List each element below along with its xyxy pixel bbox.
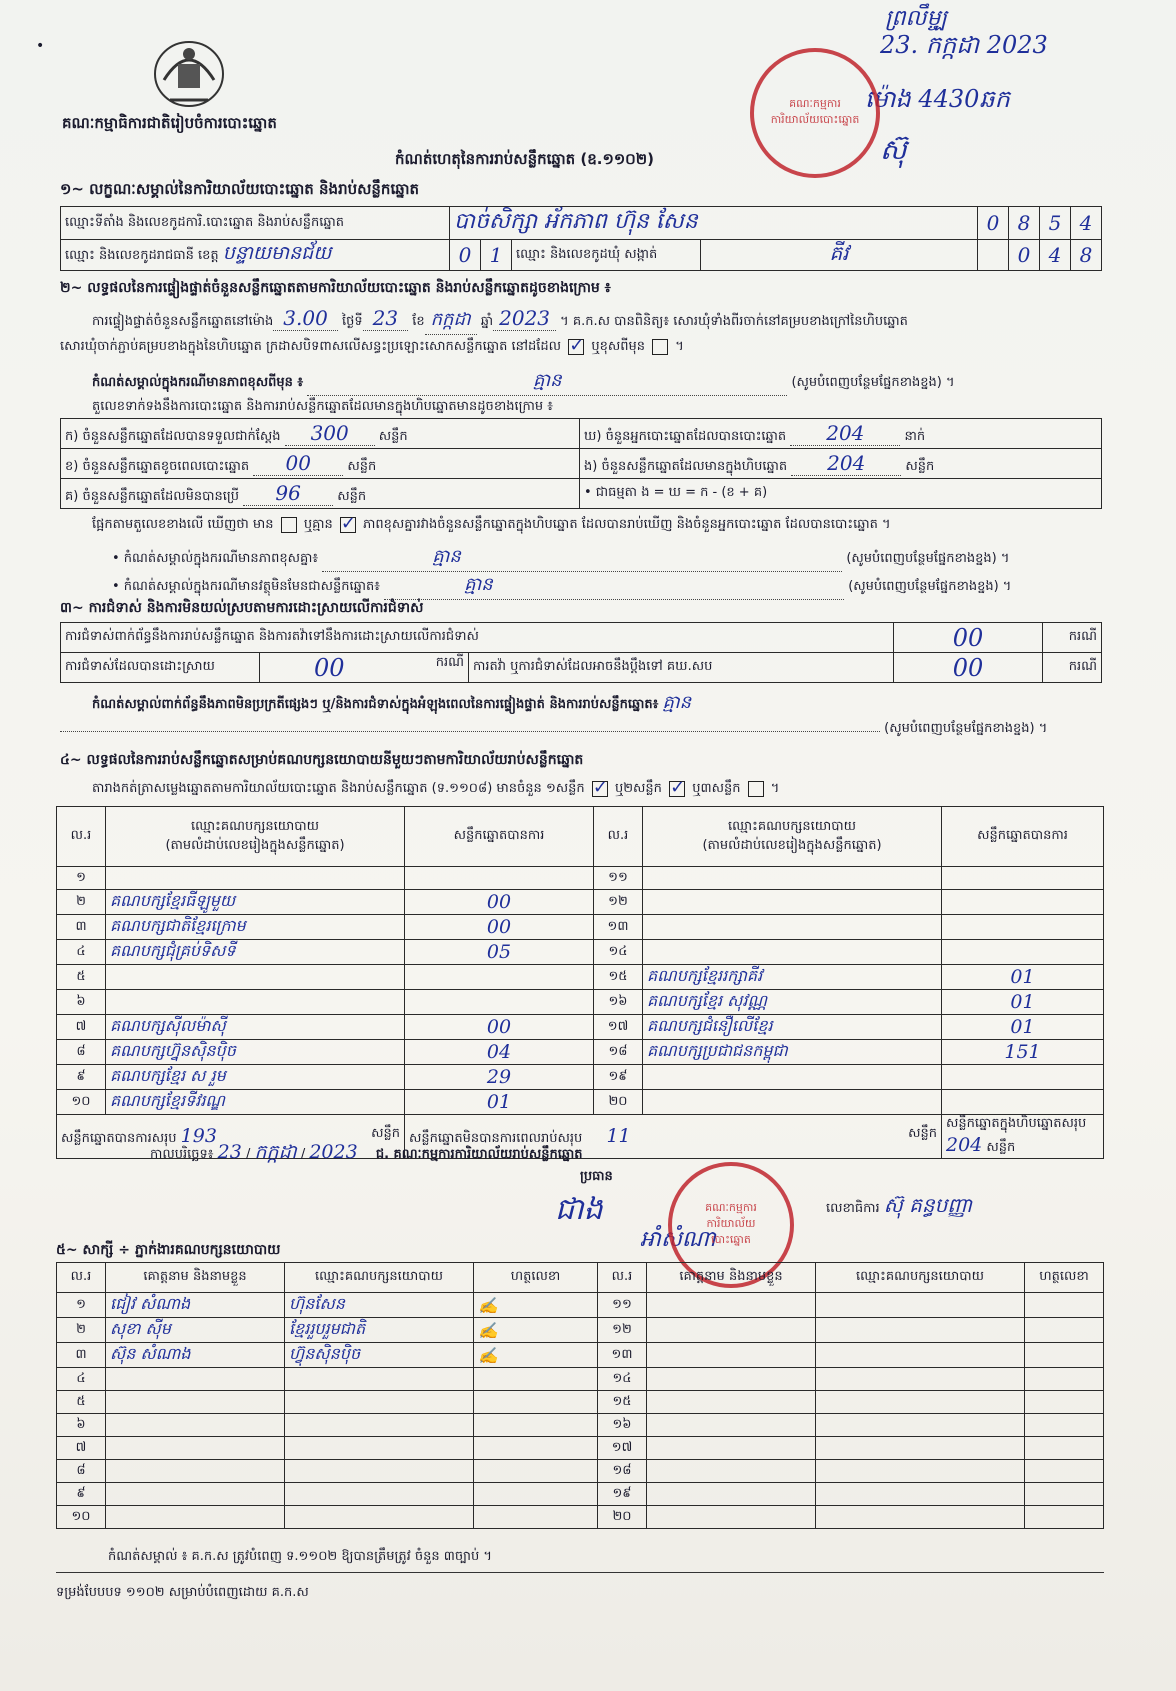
witness-name: ជៀវ សំណាង <box>106 1293 285 1318</box>
party-votes: 151 <box>942 1040 1104 1065</box>
witness-no: ១៤ <box>598 1368 647 1391</box>
witness-party <box>816 1437 1025 1460</box>
s1-code-digit-1: 0 <box>978 207 1009 240</box>
witness-party <box>285 1483 474 1506</box>
s2-intro: តួលេខទាក់ទងនឹងការបោះឆ្នោត និងការរាប់សន្លឹកឆ្នោតដែលមានក្នុងហិបឆ្នោតមានដូចខាងក្រោម ៖ <box>92 399 553 414</box>
witness-party <box>816 1414 1025 1437</box>
table-row <box>57 1414 1104 1437</box>
party-name <box>106 867 405 890</box>
witness-name <box>647 1506 816 1529</box>
official-stamp-top: គណៈកម្មការការិយាល័យបោះឆ្នោត <box>750 48 880 178</box>
party-no: ៨ <box>57 1040 106 1065</box>
s3-table: ការជំទាស់ពាក់ព័ន្ធនឹងការរាប់សន្លឹកឆ្នោត និងការតវ៉ាទៅនឹងការដោះស្រាយលើការជំទាស់ 00 ករណី ការជំទាស់ដែលបានដោះស្រាយ 00 ករណី ការតវ៉ា ឬការជំទាស់ដែលអាចនឹងប្តឹងទៅ គឃ.សប 00 ករណី <box>60 622 1102 683</box>
witness-signature <box>474 1391 598 1414</box>
table-row <box>57 1506 1104 1529</box>
witness-name: សុខា ស៊ីម <box>106 1318 285 1343</box>
witness-no: ១៩ <box>598 1483 647 1506</box>
s2-unused-value: 96 <box>243 481 333 506</box>
secretary-line: លេខាធិការ ស៊ុ គន្ធបញ្ញា <box>826 1193 973 1217</box>
party-name <box>643 867 942 890</box>
witness-party <box>285 1368 474 1391</box>
party-votes: 01 <box>405 1090 594 1115</box>
s1-commune-digit-1: 0 <box>1009 240 1040 271</box>
page-dot: • <box>36 38 45 54</box>
witness-signature <box>474 1460 598 1483</box>
party-votes: 05 <box>405 940 594 965</box>
witness-name <box>647 1460 816 1483</box>
witness-name <box>647 1318 816 1343</box>
table-row <box>57 1437 1104 1460</box>
party-votes: 01 <box>942 1015 1104 1040</box>
chair-label: ប្រធាន <box>580 1169 613 1184</box>
s5-witness-table: ល.រ គោត្តនាម និងនាមខ្លួន ឈ្មោះគណបក្សនយោបាយ ហត្ថលេខា ល.រ គោត្តនាម និងនាមខ្លួន ឈ្មោះគណបក្សនយោបាយ ហត្ថលេខា ១ ជៀវ សំណាង ហ៊ុនសែន ✍ ១១ ២ សុខា ស៊ីម ខ្មែររួបរួមជាតិ ✍ ១២ ៣ ស៊ុន សំណាង ហ៊្វុនស៊ិនប៉ិច ✍ ១៣ ៤ ១៤ ៥ ១៥ ៦ ១៦ ៧ ១៧ ៨ ១៨ ៩ ១៩ ១០ ២០ <box>56 1262 1104 1529</box>
s2-note1-value: គ្មាន <box>533 370 562 391</box>
party-no: ១០ <box>57 1090 106 1115</box>
party-name: គណបក្សជំនឿលើខ្មែរ <box>643 1015 942 1040</box>
witness-signature <box>1025 1343 1104 1368</box>
party-votes <box>942 915 1104 940</box>
section5-title: ៥~ សាក្សី ÷ ភ្នាក់ងារគណបក្សនយោបាយ <box>56 1242 281 1258</box>
witness-no: ៨ <box>57 1460 106 1483</box>
section4-title: ៤~ លទ្ធផលនៃការរាប់សន្លឹកឆ្នោតសម្រាប់គណបក្សនយោបាយនីមួយៗតាមការិយាល័យរាប់សន្លឹកឆ្នោត <box>60 752 584 768</box>
witness-signature <box>1025 1483 1104 1506</box>
s1-commune-digit-2: 4 <box>1040 240 1071 271</box>
party-no: ១៨ <box>594 1040 643 1065</box>
party-no: ១៩ <box>594 1065 643 1090</box>
witness-party <box>816 1460 1025 1483</box>
witness-no: ៤ <box>57 1368 106 1391</box>
witness-party <box>285 1506 474 1529</box>
party-no: ២០ <box>594 1090 643 1115</box>
party-no: ៥ <box>57 965 106 990</box>
secretary-signature: ស៊ុ គន្ធបញ្ញា <box>883 1193 973 1217</box>
party-no: ១២ <box>594 890 643 915</box>
witness-no: ១ <box>57 1293 106 1318</box>
party-votes <box>942 1090 1104 1115</box>
s4-date-line: កាលបរិច្ឆេទ៖ 23 / កក្កដា / 2023 ជ. គណៈកម្មការការិយាល័យរាប់សន្លឹកឆ្នោត <box>150 1141 583 1163</box>
s4-date-year: 2023 <box>309 1141 358 1163</box>
s1-province-digit-2: 1 <box>481 240 512 271</box>
witness-party <box>285 1437 474 1460</box>
witness-signature <box>474 1483 598 1506</box>
witness-party <box>816 1293 1025 1318</box>
s1-province-digit-1: 0 <box>450 240 481 271</box>
witness-no: ២ <box>57 1318 106 1343</box>
table-row <box>57 1015 1104 1040</box>
witness-party <box>816 1506 1025 1529</box>
party-name: គណបក្សខ្មែរទីវរណ្ឌ <box>106 1090 405 1115</box>
party-name <box>643 890 942 915</box>
top-signature: ស៊ុ <box>880 133 907 166</box>
party-votes <box>942 940 1104 965</box>
witness-signature <box>474 1506 598 1529</box>
s2-check-line: ផ្អែកតាមតួលេខខាងលើ ឃើញថា មាន ឬគ្មាន ✓ ភាពខុសគ្នារវាងចំនួនសន្លឹកឆ្នោតក្នុងហិបឆ្នោត ដែលបានរាប់ឃើញ និងចំនួនអ្នកបោះឆ្នោត ដែលបានបោះឆ្នោត ។ <box>92 516 1102 535</box>
official-stamp-bottom: គណៈកម្មការការិយាល័យបោះឆ្នោត <box>668 1162 794 1288</box>
party-no: ១១ <box>594 867 643 890</box>
chair-name: អាំសំណា <box>640 1227 716 1252</box>
witness-no: ១៦ <box>598 1414 647 1437</box>
witness-no: ១០ <box>57 1506 106 1529</box>
s2-different-checkbox[interactable] <box>652 339 668 355</box>
witness-signature <box>1025 1318 1104 1343</box>
s4-results-table: ល.រ ឈ្មោះគណបក្សនយោបាយ (តាមលំដាប់លេខរៀងក្នុងសន្លឹកឆ្នោត) សន្លឹកឆ្នោតបានការ ល.រ ឈ្មោះគណបក្សនយោបាយ (តាមលំដាប់លេខរៀងក្នុងសន្លឹកឆ្នោត) សន្លឹកឆ្នោតបានការ ១ ១១ ២ គណបក្សខ្មែរធីឡូមួយ 00 ១២ ៣ គណបក្សជាតិខ្មែរក្រោម 00 ១៣ ៤ គណបក្សជុំគ្រប់ទិសទី 05 ១៤ ៥ ១៥ គណបក្សខ្មែររក្សាគីវ 01 ៦ ១៦ គណបក្សខ្មែរ សុវណ្ណ 01 ៧ គណបក្សស៊ីលម៉ាស៊ី 00 ១៧ គណបក្សជំនឿលើខ្មែរ 01 ៨ គណបក្សហ្វ៊ុនស៊ិនប៉ិច 04 ១៨ គណបក្សប្រជាជនកម្ពុជា 151 ៩ គណបក្សខ្មែរ ស រួម 29 ១៩ ១០ គណបក្សខ្មែរទីវរណ្ឌ 01 ២០ សន្លឹកឆ្នោតបានការសរុប 193 សន្លឹក សន្លឹកឆ្នោតមិនបានការពេលរាប់សរុប 11 សន្លឹក សន្លឹកឆ្នោតក្នុងហិបឆ្នោតសរុប 204 សន្លឹក <box>56 806 1104 1159</box>
party-votes <box>942 867 1104 890</box>
s3-objections-value: 00 <box>894 623 1043 653</box>
witness-party <box>816 1391 1025 1414</box>
witness-no: ១៥ <box>598 1391 647 1414</box>
witness-no: ៩ <box>57 1483 106 1506</box>
form-title: កំណត់ហេតុនៃការរាប់សន្លឹកឆ្នោត (ឧ.១១០២) <box>395 150 655 168</box>
party-no: ៧ <box>57 1015 106 1040</box>
witness-no: ២០ <box>598 1506 647 1529</box>
party-name: គណបក្សខ្មែរធីឡូមួយ <box>106 890 405 915</box>
s2-has-difference-checkbox[interactable] <box>281 517 297 533</box>
witness-signature <box>1025 1391 1104 1414</box>
s4-date-day: 23 <box>217 1141 242 1163</box>
s1-province-label: ឈ្មោះ និងលេខកូដរាជធានី ខេត្ត បន្ទាយមានជ័យ <box>61 240 450 271</box>
table-row <box>57 1293 1104 1318</box>
party-no: ៣ <box>57 915 106 940</box>
s1-code-digit-2: 8 <box>1009 207 1040 240</box>
s3-resolved-value: 00 <box>314 653 345 682</box>
witness-no: ៧ <box>57 1437 106 1460</box>
s2-day: 23 <box>363 306 408 331</box>
org-name: គណៈកម្មាធិការជាតិរៀបចំការបោះឆ្នោត <box>62 114 277 132</box>
top-time: ម៉ោង 4430ឆក <box>865 85 1010 113</box>
witness-party <box>285 1414 474 1437</box>
s2-note3: • កំណត់សម្គាល់ក្នុងករណីមានវត្ថុមិនមែនជាសន្លឹកឆ្នោត៖ គ្មាន (សូមបំពេញបន្ថែមផ្នែកខាងខ្នង) ។ <box>112 572 1102 600</box>
witness-name <box>647 1414 816 1437</box>
party-name: គណបក្សខ្មែរ ស រួម <box>106 1065 405 1090</box>
witness-name <box>106 1483 285 1506</box>
chair-signature: ជាង <box>555 1192 603 1227</box>
s2-paragraph-1: ការផ្ទៀងផ្ទាត់ចំនួនសន្លឹកឆ្នោតនៅម៉ោង 3.00 ថ្ងៃទី 23 ខែ កក្កដា ឆ្នាំ 2023 ។ គ.ក.ស បានពិនិត្យ៖ សោរឃុំទាំងពីរចាក់នៅគម្របខាងក្រៅនៃហិបឆ្នោត <box>92 306 1102 335</box>
s2-year: 2023 <box>493 306 556 331</box>
party-name <box>643 915 942 940</box>
s2-spoiled-value: 00 <box>253 451 343 476</box>
party-votes: 01 <box>942 965 1104 990</box>
witness-party <box>816 1318 1025 1343</box>
footer-divider <box>56 1572 1104 1573</box>
party-name <box>106 990 405 1015</box>
s5-witness-body <box>57 1293 1104 1529</box>
party-name: គណបក្សជុំគ្រប់ទិសទី <box>106 940 405 965</box>
s1-commune-digit-3: 8 <box>1071 240 1102 271</box>
party-votes <box>405 990 594 1015</box>
table-row <box>57 915 1104 940</box>
party-name: គណបក្សប្រជាជនកម្ពុជា <box>643 1040 942 1065</box>
form-code: ទម្រង់បែបបទ ១១០២ សម្រាប់បំពេញដោយ គ.ក.ស <box>56 1585 309 1600</box>
party-name: គណបក្សជាតិខ្មែរក្រោម <box>106 915 405 940</box>
party-name <box>643 1065 942 1090</box>
witness-name <box>647 1391 816 1414</box>
s2-same-checkbox[interactable] <box>568 339 584 355</box>
s4-results-body <box>57 867 1104 1115</box>
table-row <box>57 940 1104 965</box>
witness-name <box>106 1506 285 1529</box>
table-row <box>57 1318 1104 1343</box>
party-no: ១៧ <box>594 1015 643 1040</box>
table-row <box>57 990 1104 1015</box>
s1-code-digit-4: 4 <box>1071 207 1102 240</box>
table-row <box>57 1391 1104 1414</box>
party-name: គណបក្សស៊ីលម៉ាស៊ី <box>106 1015 405 1040</box>
witness-signature <box>1025 1414 1104 1437</box>
witness-signature <box>1025 1506 1104 1529</box>
s4-date-month: កក្កដា <box>254 1141 297 1163</box>
s2-note2-value: គ្មាន <box>432 546 461 567</box>
top-note: ព្រលឹម្ច្ប <box>885 6 947 31</box>
s3-note: កំណត់សម្គាល់ពាក់ព័ន្ធនឹងភាពមិនប្រក្រតីផ្សេងៗ ឬ/និងការជំទាស់ក្នុងអំឡុងពេលនៃការផ្ទៀងផ្ទាត់ និងការរាប់សន្លឹកឆ្នោត៖ គ្មាន <box>92 692 692 713</box>
witness-no: ៦ <box>57 1414 106 1437</box>
witness-name <box>106 1414 285 1437</box>
party-no: ១៦ <box>594 990 643 1015</box>
witness-signature: ✍ <box>474 1293 598 1318</box>
witness-name <box>647 1343 816 1368</box>
party-votes: 29 <box>405 1065 594 1090</box>
s1-location-value: បាច់សិក្សា អ័កភាព ហ៊ុន សែន <box>450 207 978 240</box>
witness-name <box>106 1437 285 1460</box>
s2-note2: • កំណត់សម្គាល់ក្នុងករណីមានភាពខុសគ្នា៖ គ្មាន (សូមបំពេញបន្ថែមផ្នែកខាងខ្នង) ។ <box>112 544 1102 572</box>
witness-party <box>285 1460 474 1483</box>
party-name: គណបក្សហ្វ៊ុនស៊ិនប៉ិច <box>106 1040 405 1065</box>
party-votes <box>942 1065 1104 1090</box>
party-votes: 00 <box>405 1015 594 1040</box>
party-votes: 01 <box>942 990 1104 1015</box>
party-no: ៩ <box>57 1065 106 1090</box>
party-no: ១៤ <box>594 940 643 965</box>
witness-name <box>106 1368 285 1391</box>
table-row <box>57 890 1104 915</box>
s1-province-value: បន្ទាយមានជ័យ <box>222 242 332 264</box>
party-no: ១៥ <box>594 965 643 990</box>
witness-no: ១៣ <box>598 1343 647 1368</box>
section1-table <box>60 206 1102 271</box>
section3-title: ៣~ ការជំទាស់ និងការមិនយល់ស្របតាមការដោះស្រាយលើការជំទាស់ <box>60 600 424 616</box>
party-no: ៤ <box>57 940 106 965</box>
s2-time: 3.00 <box>273 306 338 331</box>
s4-two-sheet-checkbox[interactable] <box>669 781 685 797</box>
table-row <box>57 867 1104 890</box>
witness-name <box>647 1368 816 1391</box>
witness-signature <box>1025 1368 1104 1391</box>
witness-signature: ✍ <box>474 1318 598 1343</box>
s4-total-invalid: 11 <box>606 1124 631 1147</box>
s2-formula: • ជាធម្មតា ង = ឃ = ក - (ខ + គ) <box>580 479 1102 509</box>
party-votes <box>942 890 1104 915</box>
witness-no: ១៨ <box>598 1460 647 1483</box>
s1-commune-label: ឈ្មោះ និងលេខកូដឃុំ សង្កាត់ <box>512 240 701 271</box>
s2-no-difference-checkbox[interactable] <box>340 517 356 533</box>
party-name: គណបក្សខ្មែររក្សាគីវ <box>643 965 942 990</box>
witness-party <box>816 1368 1025 1391</box>
witness-signature <box>474 1368 598 1391</box>
witness-name: ស៊ុន សំណាង <box>106 1343 285 1368</box>
table-row <box>57 1460 1104 1483</box>
witness-signature <box>1025 1293 1104 1318</box>
s4-three-sheet-checkbox[interactable] <box>748 781 764 797</box>
table-row <box>57 1040 1104 1065</box>
table-row <box>57 965 1104 990</box>
party-name <box>643 940 942 965</box>
witness-signature: ✍ <box>474 1343 598 1368</box>
s3-note-value: គ្មាន <box>662 692 692 713</box>
s5-footnote: កំណត់សម្គាល់ ៖ គ.ក.ស ត្រូវបំពេញ ទ.១១០២ ឱ្យបានត្រឹមត្រូវ ចំនួន ៣ច្បាប់ ។ <box>108 1549 492 1564</box>
table-row <box>57 1368 1104 1391</box>
table-row <box>57 1090 1104 1115</box>
table-row <box>57 1065 1104 1090</box>
s4-one-sheet-checkbox[interactable] <box>592 781 608 797</box>
witness-party <box>816 1343 1025 1368</box>
witness-no: ១២ <box>598 1318 647 1343</box>
s2-note3-value: គ្មាន <box>464 574 493 595</box>
witness-name <box>647 1293 816 1318</box>
witness-name <box>647 1483 816 1506</box>
witness-name <box>647 1437 816 1460</box>
witness-no: ៣ <box>57 1343 106 1368</box>
s3-note-line2: (សូមបំពេញបន្ថែមផ្នែកខាងខ្នង) ។ <box>60 720 1100 739</box>
party-votes <box>405 965 594 990</box>
party-votes: 00 <box>405 915 594 940</box>
table-row <box>57 1483 1104 1506</box>
witness-party: ហ៊ុនសែន <box>285 1293 474 1318</box>
witness-signature <box>1025 1437 1104 1460</box>
table-row <box>57 1343 1104 1368</box>
s2-count-table: ក) ចំនួនសន្លឹកឆ្នោតដែលបានទទួលជាក់ស្តែង 300 សន្លឹក ឃ) ចំនួនអ្នកបោះឆ្នោតដែលបានបោះឆ្នោត 204 នាក់ ខ) ចំនួនសន្លឹកឆ្នោតខូចពេលបោះឆ្នោត 00 សន្លឹក ង) ចំនួនសន្លឹកឆ្នោតដែលមានក្នុងហិបឆ្នោត 204 សន្លឹក គ) ចំនួនសន្លឹកឆ្នោតដែលមិនបានប្រើ 96 សន្លឹក • ជាធម្មតា ង = ឃ = ក - (ខ + គ) <box>60 418 1102 509</box>
party-name: គណបក្សខ្មែរ សុវណ្ណ <box>643 990 942 1015</box>
witness-no: ១៧ <box>598 1437 647 1460</box>
party-no: ៦ <box>57 990 106 1015</box>
party-no: ១៣ <box>594 915 643 940</box>
party-votes: 00 <box>405 890 594 915</box>
s3-appeal-value: 00 <box>894 653 1043 683</box>
s2-inbox-value: 204 <box>791 451 901 476</box>
section1-title: ១~ លក្ខណៈសម្គាល់នៃការិយាល័យបោះឆ្នោត និងរាប់សន្លឹកឆ្នោត <box>60 180 420 198</box>
witness-no: ៥ <box>57 1391 106 1414</box>
s2-paragraph-2: សោរឃុំចាក់ភ្ជាប់គម្របខាងក្នុងនៃហិបឆ្នោត ក្រដាសបិទពាសលើសន្ធះប្រឡោះសោកសន្លឹកឆ្នោត នៅដដែល ✓ ឬខុសពីមុន ។ <box>60 338 1100 357</box>
s2-received-value: 300 <box>285 421 375 446</box>
party-no: ២ <box>57 890 106 915</box>
s2-voters-value: 204 <box>790 421 900 446</box>
party-votes: 04 <box>405 1040 594 1065</box>
witness-party <box>285 1391 474 1414</box>
s4-total-in-box: 204 <box>946 1134 983 1156</box>
witness-name <box>106 1391 285 1414</box>
emblem-icon <box>150 30 228 110</box>
s1-location-label: ឈ្មោះទីតាំង និងលេខកូដការិ.បោះឆ្នោត និងរាប់សន្លឹកឆ្នោត <box>61 207 450 240</box>
section2-title: ២~ លទ្ធផលនៃការផ្ទៀងផ្ទាត់ចំនួនសន្លឹកឆ្នោតតាមការិយាល័យបោះឆ្នោត និងរាប់សន្លឹកឆ្នោតដូចខាងក្រោម ៖ <box>60 280 611 296</box>
witness-party: ហ៊្វុនស៊ិនប៉ិច <box>285 1343 474 1368</box>
s1-code-digit-3: 5 <box>1040 207 1071 240</box>
s4-intro: តារាងកត់ត្រាសម្លេងឆ្នោតតាមការិយាល័យបោះឆ្នោត និងរាប់សន្លឹកឆ្នោត (ទ.១១០៨) មានចំនួន ១សន្លឹក ✓ ឬ២សន្លឹក ✓ ឬ៣សន្លឹក ។ <box>92 780 1102 799</box>
s2-month: កក្កដា <box>425 307 477 335</box>
witness-party: ខ្មែររួបរួមជាតិ <box>285 1318 474 1343</box>
witness-signature <box>474 1437 598 1460</box>
s1-commune-value: គីវ <box>701 240 978 271</box>
top-date: 23. កក្កដា 2023 <box>880 31 1048 59</box>
witness-party <box>816 1483 1025 1506</box>
party-name <box>643 1090 942 1115</box>
party-votes <box>405 867 594 890</box>
party-no: ១ <box>57 867 106 890</box>
s4-total-valid: 193 <box>180 1124 217 1147</box>
witness-name <box>106 1460 285 1483</box>
witness-signature <box>1025 1460 1104 1483</box>
witness-no: ១១ <box>598 1293 647 1318</box>
party-name <box>106 965 405 990</box>
witness-signature <box>474 1414 598 1437</box>
s2-note1: កំណត់សម្គាល់ក្នុងករណីមានភាពខុសពីមុន ៖ គ្មាន (សូមបំពេញបន្ថែមផ្នែកខាងខ្នង) ។ <box>92 368 1102 396</box>
